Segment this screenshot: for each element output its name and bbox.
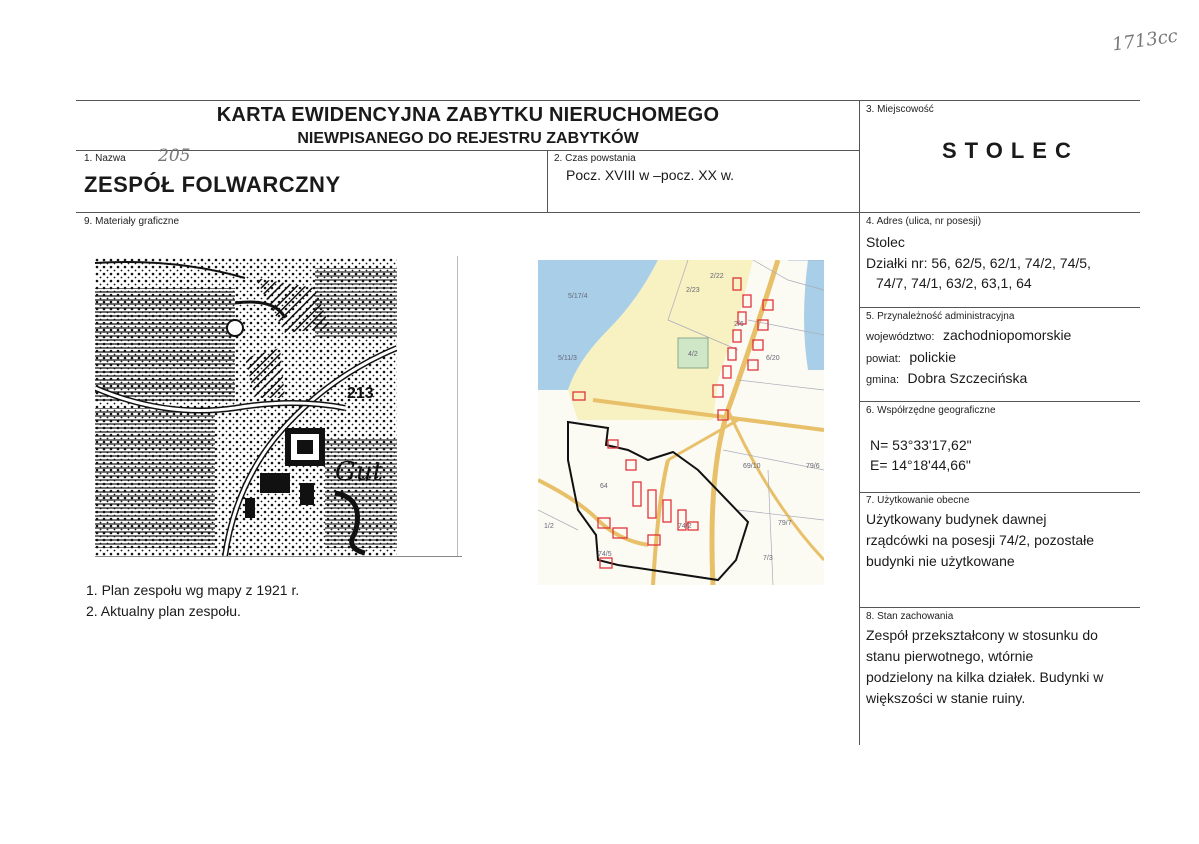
county-value: polickie — [909, 349, 957, 365]
longitude-value: E= 14°18'44,66" — [870, 457, 971, 473]
voivodeship-value: zachodniopomorskie — [942, 327, 1072, 343]
coordinates-label: 6. Współrzędne geograficzne — [866, 405, 996, 416]
parcel-label: 74/5 — [598, 551, 612, 558]
name-label: 1. Nazwa — [84, 153, 126, 164]
parcel-label: 5/17/4 — [568, 293, 588, 300]
voivodeship-label: województwo: — [866, 331, 935, 343]
historic-map-1921 — [95, 258, 397, 556]
historic-map-right-edge — [457, 256, 458, 556]
historic-map-underline — [95, 556, 462, 557]
parcel-label: 1/2 — [544, 523, 554, 530]
locality-label: 3. Miejscowość — [866, 104, 934, 115]
county-row — [866, 349, 956, 367]
archive-number-note: 1713cc — [1110, 25, 1180, 56]
commune-row — [866, 370, 1027, 388]
address-line2: Działki nr: 56, 62/5, 62/1, 74/2, 74/5, — [866, 255, 1091, 271]
usage-label: 7. Użytkowanie obecne — [866, 495, 970, 506]
rule-after-coords — [860, 492, 1140, 493]
condition-label: 8. Stan zachowania — [866, 611, 954, 622]
creation-time-value: Pocz. XVIII w –pocz. XX w. — [566, 167, 735, 183]
parcel-label: 2/6 — [734, 321, 744, 328]
historic-map-label-213: 213 — [347, 385, 374, 402]
rule-after-address — [860, 307, 1140, 308]
locality-value: STOLEC — [942, 138, 1079, 163]
graphics-label: 9. Materiały graficzne — [84, 216, 180, 227]
address-line1: Stolec — [866, 234, 905, 250]
condition-line1: Zespół przekształcony w stosunku do — [866, 627, 1098, 643]
monument-name: ZESPÓŁ FOLWARCZNY — [84, 172, 341, 197]
current-cadastral-map — [538, 260, 824, 585]
usage-line3: budynki nie użytkowane — [866, 553, 1015, 569]
rule-after-admin — [860, 401, 1140, 402]
graphics-caption-1: 1. Plan zespołu wg mapy z 1921 r. — [86, 582, 300, 598]
name-row-bottom-rule — [76, 212, 1140, 213]
creation-time-label: 2. Czas powstania — [554, 153, 636, 164]
county-label: powiat: — [866, 353, 901, 365]
top-rule — [76, 100, 1140, 101]
parcel-label: 2/22 — [710, 273, 724, 280]
name-number-handwritten: 205 — [158, 146, 191, 166]
usage-line2: rządcówki na posesji 74/2, pozostałe — [866, 532, 1095, 548]
card-title-line1: KARTA EWIDENCYJNA ZABYTKU NIERUCHOMEGO — [216, 104, 720, 126]
latitude-value: N= 53°33'17,62" — [870, 437, 972, 453]
voivodeship-row — [866, 327, 1071, 345]
admin-label: 5. Przynależność administracyjna — [866, 311, 1015, 322]
parcel-label: 6/20 — [766, 355, 780, 362]
condition-line4: większości w stanie ruiny. — [866, 690, 1026, 706]
main-vertical-divider — [859, 100, 860, 745]
graphics-caption-2: 2. Aktualny plan zespołu. — [86, 603, 241, 619]
parcel-label: 74/2 — [678, 523, 692, 530]
commune-label: gmina: — [866, 374, 900, 386]
parcel-label: 4/2 — [688, 351, 698, 358]
card-title-line2: NIEWPISANEGO DO REJESTRU ZABYTKÓW — [297, 130, 639, 147]
header-divider — [76, 150, 860, 151]
historic-map-label-gut: Gut — [335, 457, 383, 487]
name-time-divider — [547, 150, 548, 213]
address-label: 4. Adres (ulica, nr posesji) — [866, 216, 982, 227]
cadastral-map-drawing — [538, 260, 824, 585]
parcel-label: 79/6 — [806, 463, 820, 470]
parcel-label: 69/10 — [743, 463, 761, 470]
parcel-label: 79/7 — [778, 520, 792, 527]
address-line3: 74/7, 74/1, 63/2, 63,1, 64 — [876, 275, 1032, 291]
condition-line2: stanu pierwotnego, wtórnie — [866, 648, 1034, 664]
historic-map-drawing — [95, 258, 397, 556]
parcel-label: 5/11/3 — [558, 355, 577, 362]
commune-value: Dobra Szczecińska — [907, 370, 1028, 386]
parcel-label: 7/3 — [763, 555, 773, 562]
condition-line3: podzielony na kilka działek. Budynki w — [866, 669, 1104, 685]
usage-line1: Użytkowany budynek dawnej — [866, 511, 1047, 527]
parcel-label: 2/23 — [686, 287, 700, 294]
parcel-label: 64 — [600, 483, 608, 490]
rule-after-usage — [860, 607, 1140, 608]
